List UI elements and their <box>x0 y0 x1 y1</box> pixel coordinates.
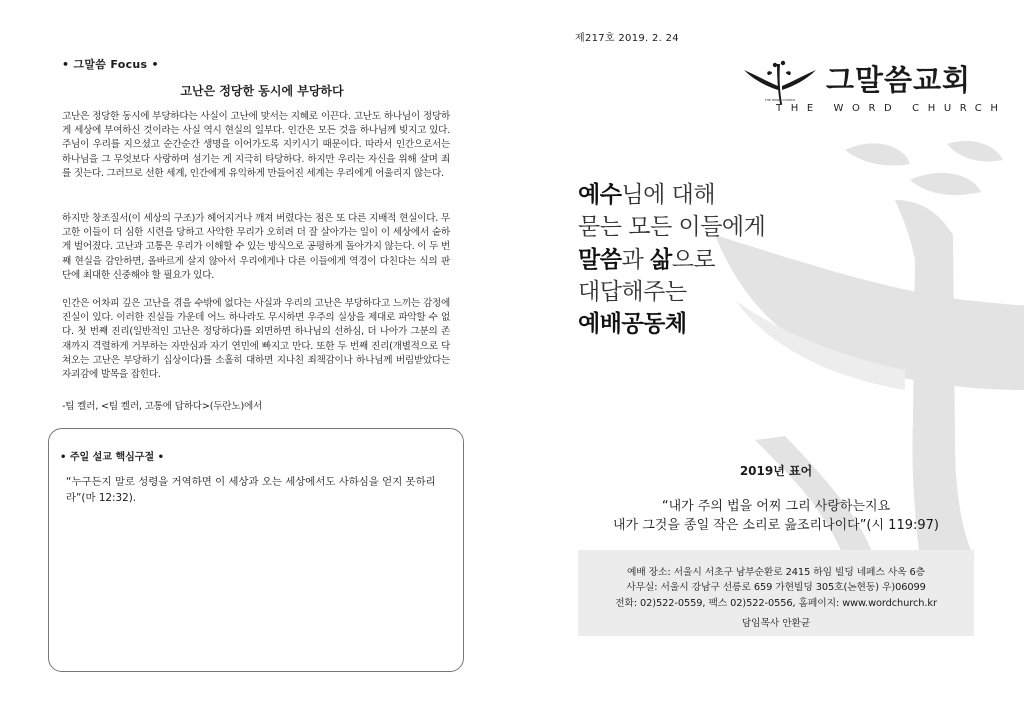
senior-pastor: 담임목사 안환균 <box>741 618 811 629</box>
article-title: 고난은 정당한 동시에 부당하다 <box>180 84 344 98</box>
year-motto-verse-line-2: 내가 그것을 종일 작은 소리로 읊조리나이다”(시 119:97) <box>612 518 939 533</box>
article-source: -팀 켈러, <팀 켈러, 고통에 답하다>(두란노)에서 <box>62 401 263 412</box>
tagline-line-3: 말씀과 삶으로 <box>578 247 716 273</box>
tagline-line-1: 예수님에 대해 <box>578 182 716 208</box>
logo-small-text: THE WORD CHURCH <box>764 98 796 102</box>
article-paragraph-3: 인간은 어차피 깊은 고난을 겪을 수밖에 없다는 사실과 우리의 고난은 부당하다고 느끼는 감정에 진실이 있다. 이러한 진실들 가운데 어느 하나라도 무시하면 우주의 실상을 제대로 파악할 수 없다. 첫 번째 진리(일반적인 고난은 정당하다)를 외면하면 하나님의 선하심, 더 나아가 그분의 존재까지 격렬하게 거부하는 자만심과 자기 연민에 빠지고 만다. 또한 두 번째 진리(개별적으로 닥쳐오는 고난은 부당하기 십상이다)를 소홀히 대하면 지나친 죄책감이나 하나님께 버림받았다는 자괴감에 발목을 잡힌다. <box>62 298 450 381</box>
sermon-verse-text: “누구든지 말로 성령을 거역하면 이 세상과 오는 세상에서도 사하심을 얻지 못하리라”(마 12:32). <box>66 476 436 504</box>
worship-location: 예배 장소: 서울시 서초구 남부순환로 2415 하임 빌딩 네페스 사옥 6층 <box>626 567 926 578</box>
year-motto-verse-line-1: “내가 주의 법을 어찌 그리 사랑하는지요 <box>661 499 891 514</box>
focus-section-label: • 그말씀 Focus • <box>62 58 159 71</box>
sermon-verse-box <box>48 428 464 672</box>
tagline-line-2: 묻는 모든 이들에게 <box>578 214 766 240</box>
tagline-line-4: 대답해주는 <box>578 279 687 305</box>
article-paragraph-1: 고난은 정당한 동시에 부당하다는 사실이 고난에 맞서는 지혜로 이끈다. 고난도 하나님이 정당하게 세상에 부여하신 것이라는 사실 역시 현실의 일부다. 인간은 모든 것을 하나님께 빚지고 있다. 주님이 우리를 지으셨고 순간순간 생명을 이어가도록 지키시기 때문이다. 따라서 인간으로서는 하나님을 그 무엇보다 사랑하며 섬기는 게 지극히 타당하다. 하지만 우리는 자신을 위해 살며 죄를 짓는다. 그러므로 선한 세계, 인간에게 유익하게 만들어진 세계는 우리에게 어울리지 않는다. <box>62 111 450 179</box>
sermon-verse-label: • 주일 설교 핵심구절 • <box>60 452 164 463</box>
church-logo-icon <box>742 60 818 106</box>
office-address: 사무실: 서울시 강남구 선릉로 659 가현빌딩 305호(논현동) 우)06099 <box>626 582 926 593</box>
contact-info: 전화: 02)522-0559, 팩스 02)522-0556, 홈페이지: www.wordchurch.kr <box>615 598 937 609</box>
year-motto-title: 2019년 표어 <box>739 464 813 478</box>
article-paragraph-2: 하지만 창조질서(이 세상의 구조)가 헤어지거나 깨져 버렸다는 점은 또 다른 지배적 현실이다. 무고한 이들이 더 심한 시련을 당하고 사악한 무리가 오히려 더 잘 살아가는 일이 이 세상에서 숱하게 벌어졌다. 고난과 고통은 우리가 이해할 수 있는 방식으로 공평하게 돌아가지 않는다. 이 두 번째 현실을 감안하면, 올바르게 살지 않아서 우리에게나 다른 이들에게 역경이 다친다는 식의 판단에 최대한 신중해야 할 필요가 있다. <box>62 213 450 281</box>
tagline-line-5: 예배공동체 <box>578 311 687 337</box>
issue-number-date: 제217호 2019. 2. 24 <box>575 33 679 44</box>
church-name-english: THE WORD CHURCH <box>776 103 1007 114</box>
church-name: 그말씀교회 <box>826 63 972 97</box>
